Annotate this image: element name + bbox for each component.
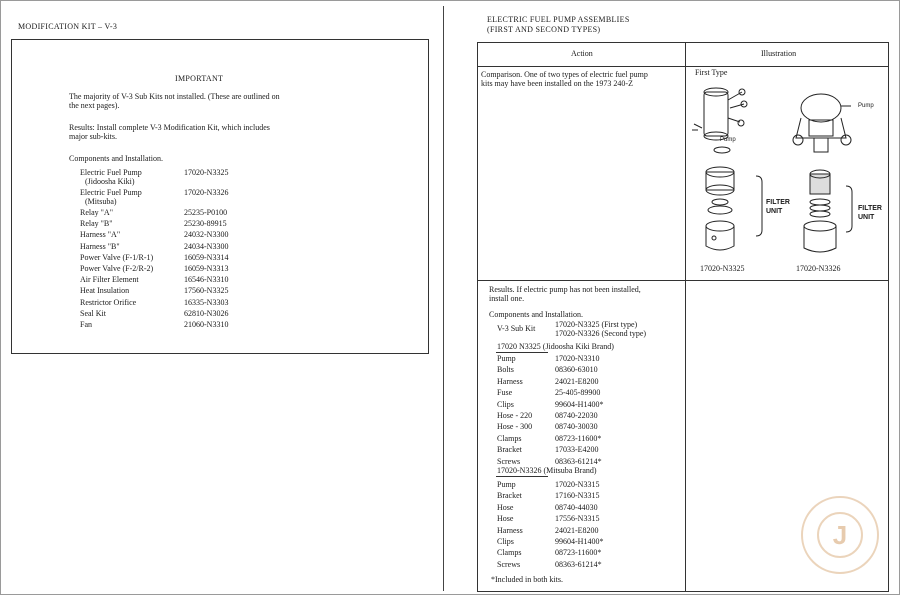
right-page-title bbox=[487, 15, 630, 35]
kit-item-part: 24021-E8200 bbox=[555, 525, 599, 535]
left-component-part: 21060-N3310 bbox=[184, 320, 229, 329]
subkit-label: V-3 Sub Kit bbox=[497, 324, 536, 333]
kit-item-part: 08740-22030 bbox=[555, 411, 598, 420]
kit-item-name: Screws bbox=[497, 559, 521, 569]
right-title-line-2: (FIRST AND SECOND TYPES) bbox=[487, 25, 601, 34]
left-component-name: Power Valve (F-1/R-1) bbox=[80, 252, 154, 262]
kit-item-part: 17033-E4200 bbox=[555, 445, 599, 455]
filter-unit-label-right bbox=[858, 204, 882, 222]
kit-item-part: 08360-63010 bbox=[555, 365, 598, 375]
kit1-part: 17020 N3325 bbox=[497, 342, 541, 351]
left-component-sub: (Jidoosha Kiki) bbox=[85, 177, 135, 186]
left-component-name: Power Valve (F-2/R-2) bbox=[80, 264, 154, 273]
kit2-heading bbox=[497, 466, 597, 475]
intro-line-1: The majority of V-3 Sub Kits not installed. (These are outlined on bbox=[69, 92, 280, 101]
jdmjunkies-watermark-logo bbox=[801, 496, 879, 574]
left-filter-drawing bbox=[706, 167, 762, 250]
filter-unit-right-line-1: FILTER bbox=[858, 205, 882, 212]
left-component-name: Electric Fuel Pump bbox=[80, 168, 142, 177]
kit-item-name: Bracket bbox=[497, 491, 522, 501]
comparison-line-1: Comparison. One of two types of electric fuel pump bbox=[481, 70, 648, 79]
kit-item-name: Harness bbox=[497, 376, 523, 386]
left-results-line-1: Results: Install complete V-3 Modification Kit, which includes bbox=[69, 123, 270, 132]
left-component-part: 24034-N3300 bbox=[184, 241, 229, 251]
left-component-name: Seal Kit bbox=[80, 308, 106, 318]
left-component-name: Harness "A" bbox=[80, 230, 121, 240]
filter-unit-left-line-2: UNIT bbox=[766, 208, 783, 215]
kit-item-name: Clips bbox=[497, 537, 514, 546]
kit-item-name: Pump bbox=[497, 354, 516, 363]
kit-item-part: 08740-44030 bbox=[555, 502, 598, 512]
important-title: IMPORTANT bbox=[175, 74, 224, 83]
kit-item-part: 99604-H1400* bbox=[555, 399, 604, 409]
left-component-name: Relay "A" bbox=[80, 208, 113, 217]
kit2-part: 17020-N3326 bbox=[497, 466, 542, 475]
kit-item-name: Hose bbox=[497, 514, 514, 524]
left-component-part: 25230-89915 bbox=[184, 219, 227, 229]
kit-item-name: Clamps bbox=[497, 433, 522, 443]
kit1-brand: (Jidoosha Kiki Brand) bbox=[540, 342, 614, 351]
kit-item-name: Bracket bbox=[497, 445, 522, 455]
left-component-part: 17560-N3325 bbox=[184, 286, 229, 296]
left-component-name: Restrictor Orifice bbox=[80, 297, 137, 307]
kit-item-name: Harness bbox=[497, 525, 523, 535]
intro-line-2: the next pages). bbox=[69, 101, 120, 110]
kit1-heading bbox=[497, 342, 614, 351]
left-component-name: Harness "B" bbox=[80, 241, 120, 251]
footnote: *Included in both kits. bbox=[491, 575, 563, 584]
kit-item-name: Fuse bbox=[497, 388, 513, 398]
left-page-header: MODIFICATION KIT – V-3 bbox=[18, 22, 118, 31]
left-component-part: 25235-P0100 bbox=[184, 208, 228, 217]
kit-item-part: 17556-N3315 bbox=[555, 514, 600, 524]
right-results-line-1: Results. If electric pump has not been installed, bbox=[489, 285, 641, 294]
filter-unit-right-line-2: UNIT bbox=[858, 214, 875, 221]
kit-item-part: 24021-E8200 bbox=[555, 376, 599, 386]
left-component-sub: (Mitsuba) bbox=[85, 197, 117, 206]
filter-unit-label-left bbox=[766, 198, 790, 216]
comparison-line-2: kits may have been installed on the 1973 240-Z bbox=[481, 79, 633, 88]
kit-item-name: Clamps bbox=[497, 548, 522, 558]
left-results-line-2: major sub-kits. bbox=[69, 132, 117, 141]
kit-item-part: 99604-H1400* bbox=[555, 537, 604, 546]
right-title-line-1: ELECTRIC FUEL PUMP ASSEMBLIES bbox=[487, 15, 630, 24]
kit-item-part: 08363-61214* bbox=[555, 456, 602, 466]
filter-unit-left-line-1: FILTER bbox=[766, 199, 790, 206]
table-row-rule bbox=[478, 280, 888, 281]
left-component-part: 16335-N3303 bbox=[184, 297, 229, 307]
left-component-name: Electric Fuel Pump bbox=[80, 188, 142, 197]
left-component-part: 17020-N3326 bbox=[184, 188, 229, 197]
watermark-letter: J bbox=[817, 512, 863, 558]
illustration-part-left: 17020-N3325 bbox=[700, 264, 745, 273]
left-components-heading: Components and Installation. bbox=[69, 154, 163, 163]
kit-item-part: 08740-30030 bbox=[555, 422, 598, 432]
right-pump-drawing bbox=[793, 94, 851, 152]
col-header-action: Action bbox=[571, 49, 593, 58]
kit-item-name: Clips bbox=[497, 399, 514, 409]
subkit-second: 17020-N3326 (Second type) bbox=[555, 329, 647, 338]
kit-item-name: Screws bbox=[497, 456, 521, 466]
kit-item-name: Hose - 300 bbox=[497, 422, 533, 432]
kit2-brand: (Mitsuba Brand) bbox=[541, 466, 597, 475]
kit-item-name: Bolts bbox=[497, 365, 514, 375]
subkit-first: 17020-N3325 (First type) bbox=[555, 320, 638, 329]
kit-item-name: Hose bbox=[497, 502, 514, 512]
kit-item-name: Pump bbox=[497, 480, 516, 489]
left-component-part: 24032-N3300 bbox=[184, 230, 229, 240]
left-component-part: 17020-N3325 bbox=[184, 168, 229, 177]
page-divider bbox=[443, 6, 444, 591]
col-header-illustration: Illustration bbox=[761, 49, 797, 58]
left-component-name: Fan bbox=[80, 320, 92, 329]
kit-item-part: 08723-11600* bbox=[555, 548, 602, 558]
kit2-underline bbox=[496, 476, 548, 477]
right-components-heading: Components and Installation. bbox=[489, 310, 583, 319]
right-results-line-2: install one. bbox=[489, 294, 525, 303]
kit-item-part: 17160-N3315 bbox=[555, 491, 600, 501]
right-filter-drawing bbox=[804, 170, 852, 252]
left-component-part: 16546-N3310 bbox=[184, 275, 229, 285]
kit-item-name: Hose - 220 bbox=[497, 411, 533, 420]
kit-item-part: 17020-N3315 bbox=[555, 480, 600, 489]
left-component-name: Air Filter Element bbox=[80, 275, 139, 285]
pump-label-right: Pump bbox=[858, 103, 874, 109]
left-component-part: 16059-N3314 bbox=[184, 252, 229, 262]
pump-label-left: Pump bbox=[720, 137, 736, 143]
left-component-name: Relay "B" bbox=[80, 219, 113, 229]
fuel-pump-illustration bbox=[686, 78, 886, 278]
illustration-part-right: 17020-N3326 bbox=[796, 264, 841, 273]
kit-item-part: 08363-61214* bbox=[555, 559, 602, 569]
table-header-rule bbox=[478, 66, 888, 67]
left-component-name: Heat Insulation bbox=[80, 286, 130, 296]
kit1-underline bbox=[496, 352, 548, 353]
kit-item-part: 17020-N3310 bbox=[555, 354, 600, 363]
first-type-label: First Type bbox=[695, 68, 728, 77]
left-component-part: 62810-N3026 bbox=[184, 308, 229, 318]
left-component-part: 16059-N3313 bbox=[184, 264, 229, 273]
kit-item-part: 08723-11600* bbox=[555, 433, 602, 443]
kit-item-part: 25-405-89900 bbox=[555, 388, 601, 398]
